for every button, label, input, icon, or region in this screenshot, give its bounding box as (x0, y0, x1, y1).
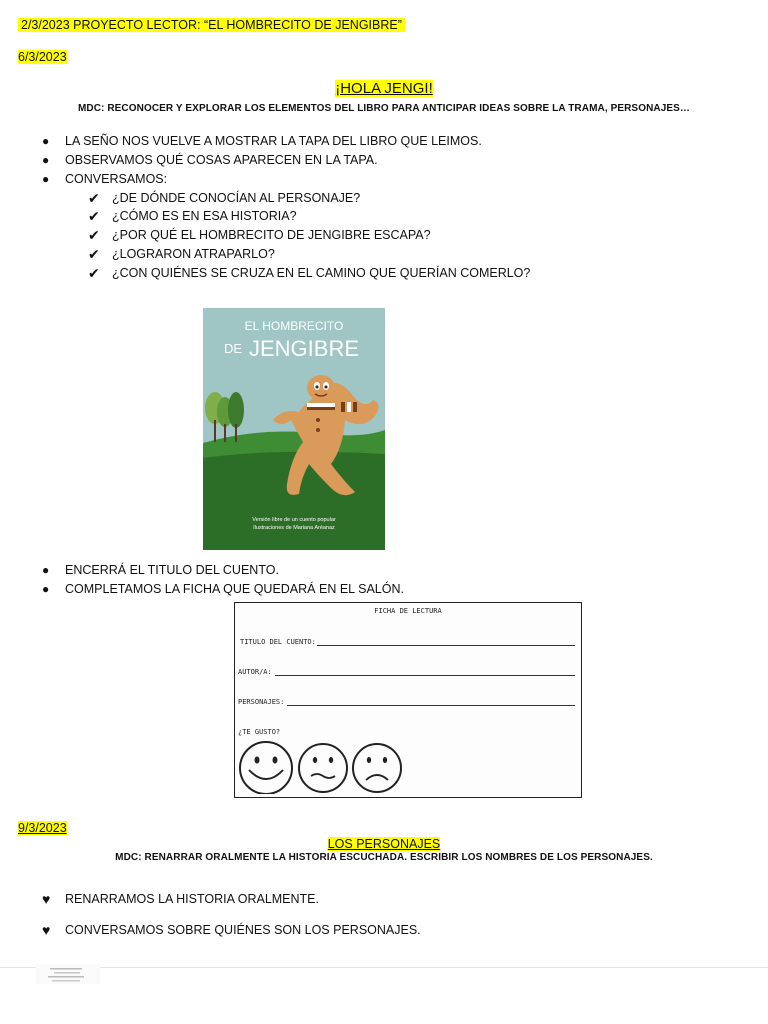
book-title-main: JENGIBRE (248, 336, 360, 361)
book-title-de: DE (223, 341, 243, 356)
date-1 (18, 49, 67, 65)
page-thumbnail[interactable] (36, 964, 100, 984)
checkmark-icon: ✔ (88, 190, 100, 206)
question-item (0, 190, 768, 210)
list-item (0, 133, 768, 153)
bullet-icon: ● (42, 134, 50, 148)
section-2-title (0, 836, 768, 852)
question-text: ¿LOGRARON ATRAPARLO? (112, 247, 275, 261)
field-liked-label: ¿TE GUSTO? (238, 728, 281, 736)
list-item-text: OBSERVAMOS QUÉ COSAS APARECEN EN LA TAPA. (65, 153, 378, 167)
list-item-text: RENARRAMOS LA HISTORIA ORALMENTE. (65, 892, 319, 906)
field-characters-label: PERSONAJES: (238, 698, 285, 706)
list-item-text: CONVERSAMOS: (65, 172, 168, 186)
list-item (0, 171, 768, 191)
reading-card (234, 602, 582, 798)
book-cover-illustration (203, 308, 385, 550)
list-item-text: CONVERSAMOS SOBRE QUIÉNES SON LOS PERSONAJES. (65, 923, 421, 937)
project-header (18, 17, 405, 33)
question-text: ¿POR QUÉ EL HOMBRECITO DE JENGIBRE ESCAPA? (112, 228, 431, 242)
list-item (0, 562, 768, 582)
book-credit-2: Ilustraciones de Mariana Aréanaz (253, 525, 335, 531)
list-item (0, 152, 768, 172)
checkmark-icon: ✔ (88, 265, 100, 281)
section-1-mdc: MDC: RECONOCER Y EXPLORAR LOS ELEMENTOS DEL LIBRO PARA ANTICIPAR IDEAS SOBRE LA TRAMA, PERSONAJES… (77, 103, 691, 114)
page-divider (0, 967, 768, 968)
section-2-mdc: MDC: RENARRAR ORALMENTE LA HISTORIA ESCUCHADA. ESCRIBIR LOS NOMBRES DE LOS PERSONAJES. (115, 852, 653, 863)
list-item (0, 891, 768, 911)
field-author-label: AUTOR/A: (238, 668, 272, 676)
section-2-title-text: LOS PERSONAJES (327, 837, 441, 851)
question-text: ¿CÓMO ES EN ESA HISTORIA? (112, 209, 297, 223)
field-characters-line (287, 705, 575, 706)
book-credit-1: Versión libre de un cuento popular (252, 517, 336, 523)
bullet-icon: ● (42, 563, 50, 577)
section-1-title (0, 80, 768, 97)
bullet-icon: ● (42, 582, 50, 596)
field-title-label: TITULO DEL CUENTO: (240, 638, 316, 646)
list-item (0, 922, 768, 942)
list-item (0, 581, 768, 601)
question-text: ¿CON QUIÉNES SE CRUZA EN EL CAMINO QUE QUERÍAN COMERLO? (112, 266, 531, 280)
question-item (0, 265, 768, 285)
date-2-text: 9/3/2023 (18, 821, 67, 835)
checkmark-icon: ✔ (88, 227, 100, 243)
question-item (0, 227, 768, 247)
faces-row (237, 740, 407, 794)
heart-icon: ♥ (42, 922, 51, 938)
bullet-icon: ● (42, 172, 50, 186)
date-2 (18, 820, 67, 836)
list-item-text: ENCERRÁ EL TITULO DEL CUENTO. (65, 563, 279, 577)
field-author-line (275, 675, 575, 676)
checkmark-icon: ✔ (88, 246, 100, 262)
book-cover-image (203, 308, 385, 550)
list-item-text: COMPLETAMOS LA FICHA QUE QUEDARÁ EN EL SALÓN. (65, 582, 404, 596)
date-1-text: 6/3/2023 (18, 50, 67, 64)
question-item (0, 246, 768, 266)
section-1-title-text: ¡HOLA JENGI! (335, 80, 433, 97)
question-text: ¿DE DÓNDE CONOCÍAN AL PERSONAJE? (112, 191, 361, 205)
tree-icon (228, 392, 244, 428)
reading-card-title: FICHA DE LECTURA (374, 607, 442, 615)
heart-icon: ♥ (42, 891, 51, 907)
sad-face-icon (353, 744, 401, 792)
checkmark-icon: ✔ (88, 208, 100, 224)
neutral-face-icon (299, 744, 347, 792)
field-title-line (317, 645, 575, 646)
project-line: 2/3/2023 PROYECTO LECTOR: “EL HOMBRECITO DE JENGIBRE” (18, 18, 405, 32)
happy-face-icon (240, 742, 292, 794)
list-item-text: LA SEÑO NOS VUELVE A MOSTRAR LA TAPA DEL LIBRO QUE LEIMOS. (65, 134, 482, 148)
bullet-icon: ● (42, 153, 50, 167)
question-item (0, 208, 768, 228)
book-title-top: EL HOMBRECITO (244, 319, 344, 333)
